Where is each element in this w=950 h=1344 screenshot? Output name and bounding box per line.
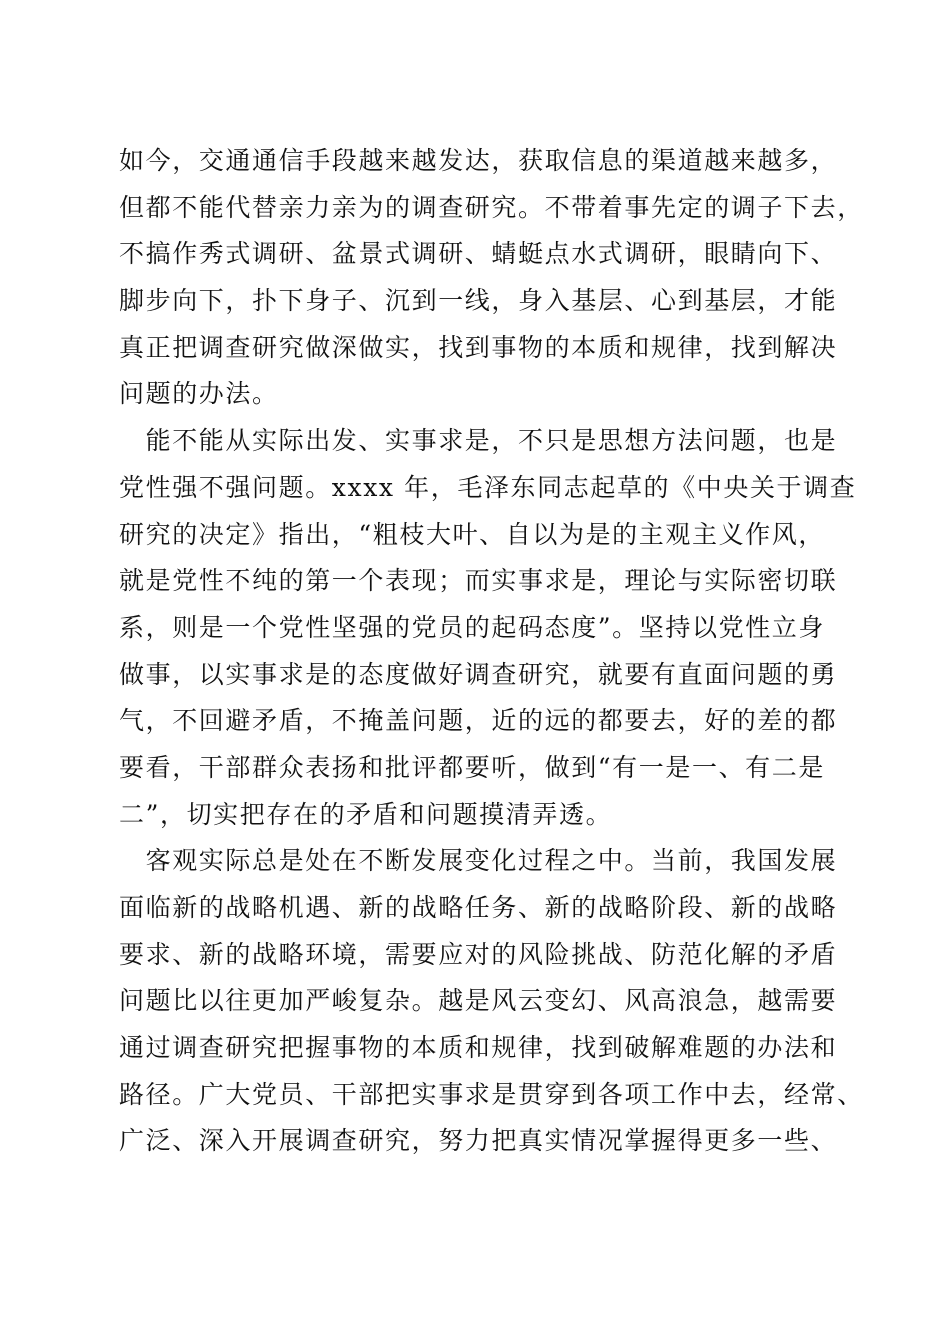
text-line: 如今，交通通信手段越来越发达，获取信息的渠道越来越多， (119, 146, 838, 175)
text-line: 系，则是一个党性坚强的党员的起码态度”。坚持以党性立身 (119, 612, 825, 642)
text-line: 不搞作秀式调研、盆景式调研、蜻蜓点水式调研，眼睛向下、 (119, 239, 838, 269)
text-line: 二”，切实把存在的矛盾和问题摸清弄透。 (119, 799, 613, 829)
text-line: 路径。广大党员、干部把实事求是贯穿到各项工作中去，经常、 (119, 1079, 864, 1109)
paragraph-1 (119, 138, 864, 418)
text-line: 广泛、深入开展调查研究，努力把真实情况掌握得更多一些、 (119, 1126, 838, 1156)
paragraph-3 (119, 838, 864, 1165)
text-line: 脚步向下，扑下身子、沉到一线，身入基层、心到基层，才能 (119, 286, 838, 316)
text-line: 真正把调查研究做深做实，找到事物的本质和规律，找到解决 (119, 332, 838, 362)
text-line: 问题比以往更加严峻复杂。越是风云变幻、风高浪急，越需要 (119, 986, 838, 1016)
text-line: 通过调查研究把握事物的本质和规律，找到破解难题的办法和 (119, 1033, 838, 1063)
text-line: 能不能从实际出发、实事求是，不只是思想方法问题，也是 (119, 426, 838, 456)
text-line: 要看，干部群众表扬和批评都要听，做到“有一是一、有二是 (119, 752, 825, 782)
paragraph-2 (119, 418, 859, 838)
text-line: 但都不能代替亲力亲为的调查研究。不带着事先定的调子下去， (119, 192, 864, 222)
text-line: 研究的决定》指出，“粗枝大叶、自以为是的主观主义作风， (119, 519, 825, 549)
text-line: 就是党性不纯的第一个表现；而实事求是，理论与实际密切联 (119, 566, 838, 596)
text-line: 做事，以实事求是的态度做好调查研究，就要有直面问题的勇 (119, 659, 838, 689)
text-line: 问题的办法。 (119, 379, 279, 409)
text-line: 气，不回避矛盾，不掩盖问题，近的远的都要去，好的差的都 (119, 706, 838, 736)
body-text (119, 138, 864, 1165)
text-line: 客观实际总是处在不断发展变化过程之中。当前，我国发展 (119, 846, 838, 876)
text-line: 面临新的战略机遇、新的战略任务、新的战略阶段、新的战略 (119, 893, 838, 922)
text-line: 要求、新的战略环境，需要应对的风险挑战、防范化解的矛盾 (119, 939, 838, 969)
text-line: 党性强不强问题。xxxx 年，毛泽东同志起草的《中央关于调查 (119, 472, 857, 502)
